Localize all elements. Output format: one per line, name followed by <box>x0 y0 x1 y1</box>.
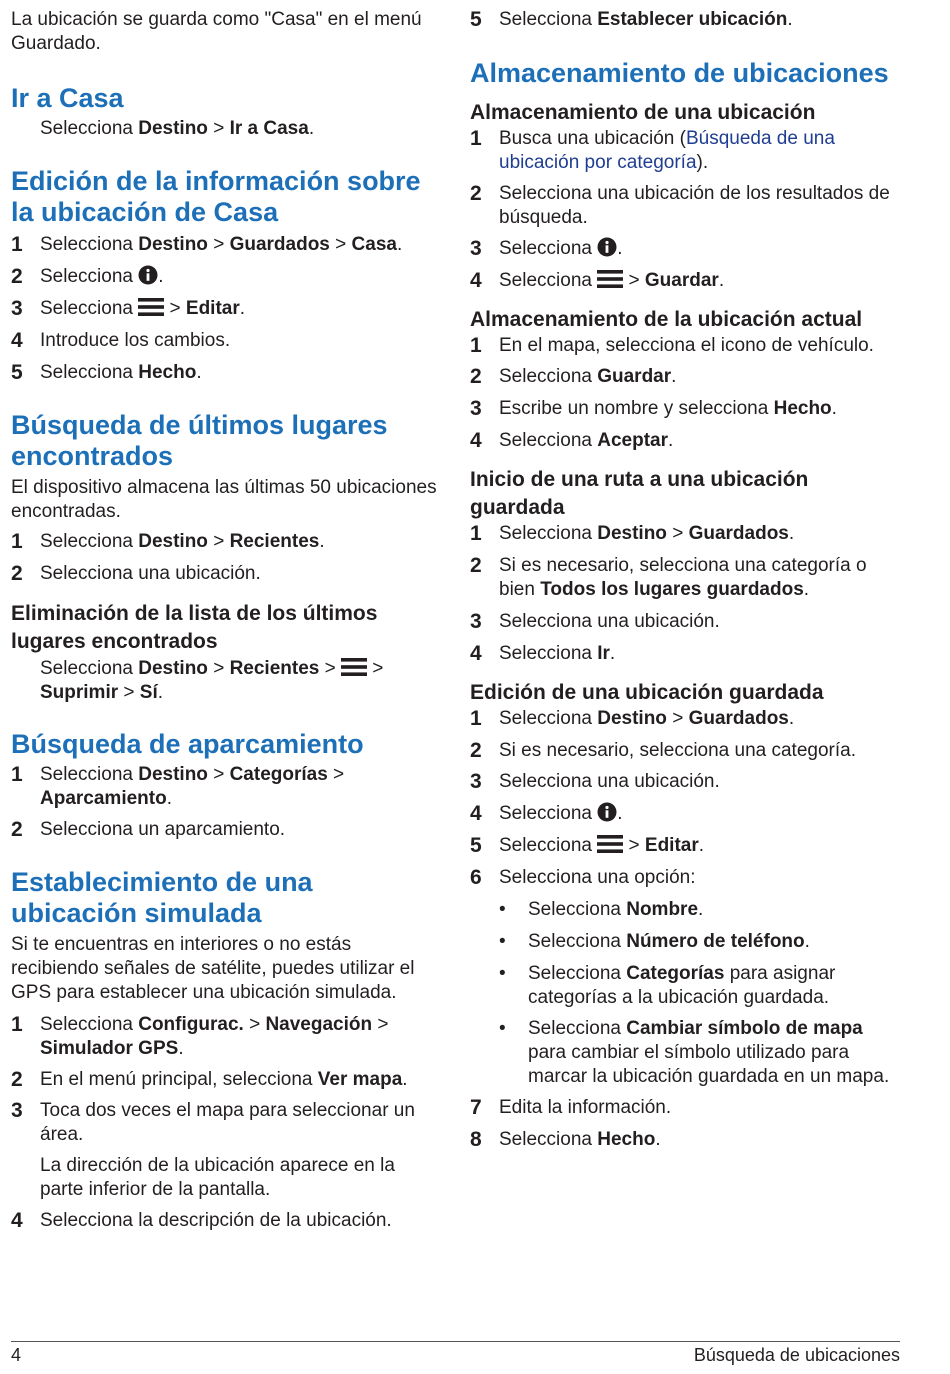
heading-simulated: Establecimiento de una ubicación simulada <box>11 867 313 928</box>
option-bullet-phone: • Selecciona Número de teléfono. <box>499 931 810 952</box>
heading-ir-a-casa: Ir a Casa <box>11 83 124 113</box>
menu-icon <box>341 657 367 677</box>
heading-edit-saved: Edición de una ubicación guardada <box>470 681 824 704</box>
simulated-step-3-note: La dirección de la ubicación aparece en la parte inferior de la pantalla. <box>40 1155 395 1200</box>
info-icon <box>138 265 158 285</box>
route-step-1: 1 Selecciona Destino > Guardados. <box>470 522 795 545</box>
edit-saved-step-5: 5 Selecciona > Editar. <box>470 834 705 857</box>
recent-step-2: 2 Selecciona una ubicación. <box>11 562 261 585</box>
option-bullet-name: • Selecciona Nombre. <box>499 899 704 920</box>
heading-saving-locations: Almacenamiento de ubicaciones <box>470 58 889 88</box>
edit-home-step-3: 3 Selecciona > Editar. <box>11 297 246 320</box>
simulated-step-5: 5 Selecciona Establecer ubicación. <box>470 8 793 31</box>
heading-route-saved: Inicio de una ruta a una ubicación guardada <box>470 468 809 519</box>
right-column <box>470 8 900 1152</box>
info-icon <box>597 802 617 822</box>
info-icon <box>597 237 617 257</box>
heading-edit-home: Edición de la información sobre la ubicación de Casa <box>11 166 421 227</box>
edit-saved-step-4: 4 Selecciona . <box>470 802 623 825</box>
heading-save-location: Almacenamiento de una ubicación <box>470 101 816 124</box>
heading-save-current: Almacenamiento de la ubicación actual <box>470 308 863 331</box>
heading-clear-recent: Eliminación de la lista de los últimos lugares encontrados <box>11 602 378 653</box>
current-step-4: 4 Selecciona Aceptar. <box>470 429 674 452</box>
edit-home-step-1: 1 Selecciona Destino > Guardados > Casa. <box>11 233 403 256</box>
edit-home-step-4: 4 Introduce los cambios. <box>11 329 231 352</box>
edit-saved-step-6: 6 Selecciona una opción: <box>470 866 696 889</box>
simulated-intro: Si te encuentras en interiores o no estás recibiendo señales de satélite, puedes utilizar el GPS para establecer una ubicación simulada. <box>11 934 415 1003</box>
home-instruction: Selecciona Destino > Ir a Casa. <box>40 118 315 139</box>
recent-intro: El dispositivo almacena las últimas 50 ubicaciones encontradas. <box>11 477 437 522</box>
page-number: 4 <box>11 1345 22 1365</box>
route-step-3: 3 Selecciona una ubicación. <box>470 610 720 633</box>
intro-text: La ubicación se guarda como "Casa" en el menú Guardado. <box>11 9 422 54</box>
parking-step-2: 2 Selecciona un aparcamiento. <box>11 818 286 841</box>
simulated-step-1: 1 Selecciona Configurac. > Navegación > Simulador GPS. <box>11 1013 389 1059</box>
option-bullet-categories: • Selecciona Categorías para asignar categorías a la ubicación guardada. <box>499 963 836 1008</box>
edit-home-step-2: 2 Selecciona . <box>11 265 164 288</box>
menu-icon <box>138 297 164 317</box>
menu-icon <box>597 269 623 289</box>
category-search-link[interactable]: Búsqueda de una ubicación por categoría <box>499 128 835 173</box>
save-step-2: 2 Selecciona una ubicación de los resultados de búsqueda. <box>470 182 890 228</box>
edit-saved-step-1: 1 Selecciona Destino > Guardados. <box>470 707 795 730</box>
current-step-2: 2 Selecciona Guardar. <box>470 365 677 388</box>
recent-step-1: 1 Selecciona Destino > Recientes. <box>11 530 325 553</box>
simulated-step-3: 3 Toca dos veces el mapa para seleccionar un área. <box>11 1099 415 1145</box>
heading-parking: Búsqueda de aparcamiento <box>11 729 364 759</box>
route-step-4: 4 Selecciona Ir. <box>470 642 616 665</box>
heading-recent: Búsqueda de últimos lugares encontrados <box>11 410 388 471</box>
edit-saved-step-2: 2 Si es necesario, selecciona una categoría. <box>470 739 856 762</box>
left-column <box>11 8 443 1233</box>
current-step-1: 1 En el mapa, selecciona el icono de vehículo. <box>470 334 874 357</box>
parking-step-1: 1 Selecciona Destino > Categorías > Aparcamiento. <box>11 763 345 809</box>
edit-home-step-5: 5 Selecciona Hecho. <box>11 361 202 384</box>
page-footer <box>11 1341 900 1365</box>
route-step-2: 2 Si es necesario, selecciona una categoría o bien Todos los lugares guardados. <box>470 554 867 600</box>
edit-saved-step-8: 8 Selecciona Hecho. <box>470 1128 661 1151</box>
section-title: Búsqueda de ubicaciones <box>693 1345 900 1365</box>
edit-saved-step-7: 7 Edita la información. <box>470 1096 672 1119</box>
menu-icon <box>597 834 623 854</box>
save-step-3: 3 Selecciona . <box>470 237 623 260</box>
save-step-1: 1 Busca una ubicación (Búsqueda de una ubicación por categoría). <box>470 127 835 173</box>
edit-saved-step-3: 3 Selecciona una ubicación. <box>470 770 720 793</box>
simulated-step-2: 2 En el menú principal, selecciona Ver mapa. <box>11 1068 408 1091</box>
current-step-3: 3 Escribe un nombre y selecciona Hecho. <box>470 397 837 420</box>
option-bullet-symbol: • Selecciona Cambiar símbolo de mapa para cambiar el símbolo utilizado para marcar la ubicación guardada en un mapa. <box>499 1018 890 1087</box>
simulated-step-4: 4 Selecciona la descripción de la ubicación. <box>11 1209 392 1232</box>
save-step-4: 4 Selecciona > Guardar. <box>470 269 725 292</box>
clear-recent-instruction: Selecciona Destino > Recientes > > Suprimir > Sí. <box>40 658 384 703</box>
